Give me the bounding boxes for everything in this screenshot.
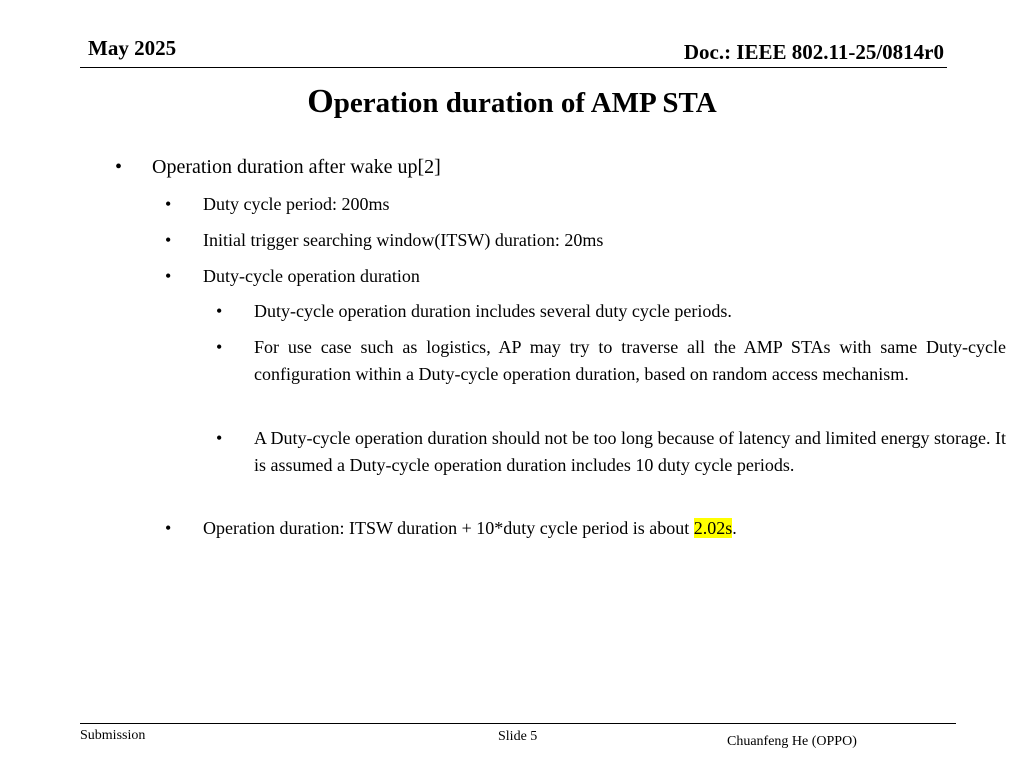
bullet-itsw-text: Initial trigger searching window(ITSW) duration: 20ms bbox=[203, 230, 604, 250]
header-date: May 2025 bbox=[88, 36, 177, 60]
highlighted-value: 2.02s bbox=[693, 518, 733, 538]
bullet-dot: • bbox=[165, 194, 172, 214]
title-rest: peration duration of AMP STA bbox=[333, 87, 717, 119]
bullet-itsw bbox=[165, 227, 603, 254]
bullet-detail-2-text: For use case such as logistics, AP may try to traverse all the AMP STAs with same Duty-cycle configuration within a Duty-cycle operation duration, based on random access mechanism. bbox=[254, 337, 1006, 384]
bullet-dot: • bbox=[165, 266, 172, 286]
bullet-detail-3 bbox=[216, 425, 1006, 479]
bullet-detail-2 bbox=[216, 334, 1006, 388]
bullet-detail-3-text: A Duty-cycle operation duration should not be too long because of latency and limited energy storage. It is assumed a Duty-cycle operation duration includes 10 duty cycle periods. bbox=[254, 428, 1006, 475]
bullet-dot: • bbox=[216, 337, 223, 357]
bullet-dot: • bbox=[165, 518, 172, 538]
bullet-dot: • bbox=[216, 428, 223, 448]
bullet-operation-duration-text bbox=[203, 515, 737, 542]
header-divider bbox=[80, 67, 947, 68]
bullet-dot: • bbox=[216, 301, 223, 321]
header-doc-id: Doc.: IEEE 802.11-25/0814r0 bbox=[683, 40, 944, 64]
bullet-operation-duration bbox=[165, 515, 737, 542]
bullet-detail-1-text: Duty-cycle operation duration includes several duty cycle periods. bbox=[254, 301, 732, 321]
title-first-letter: O bbox=[307, 83, 334, 120]
bullet-duty-cycle-operation-text: Duty-cycle operation duration bbox=[203, 266, 420, 286]
bullet-dot: • bbox=[115, 156, 123, 178]
bullet-main bbox=[115, 154, 441, 181]
bullet-duty-cycle-period bbox=[165, 191, 389, 218]
bullet-duty-cycle-period-text: Duty cycle period: 200ms bbox=[203, 194, 390, 214]
bullet-duty-cycle-operation bbox=[165, 263, 420, 290]
footer-submission: Submission bbox=[80, 728, 146, 743]
slide-title bbox=[0, 82, 1024, 123]
operation-duration-prefix: Operation duration: ITSW duration + 10*duty cycle period is about bbox=[203, 518, 694, 538]
bullet-detail-1 bbox=[216, 298, 1006, 325]
bullet-main-text: Operation duration after wake up[2] bbox=[152, 156, 441, 178]
footer-divider bbox=[80, 723, 956, 724]
footer-author: Chuanfeng He (OPPO) bbox=[727, 734, 857, 749]
bullet-dot: • bbox=[165, 230, 172, 250]
operation-duration-suffix: . bbox=[732, 518, 737, 538]
footer-slide-number: Slide 5 bbox=[498, 729, 538, 744]
